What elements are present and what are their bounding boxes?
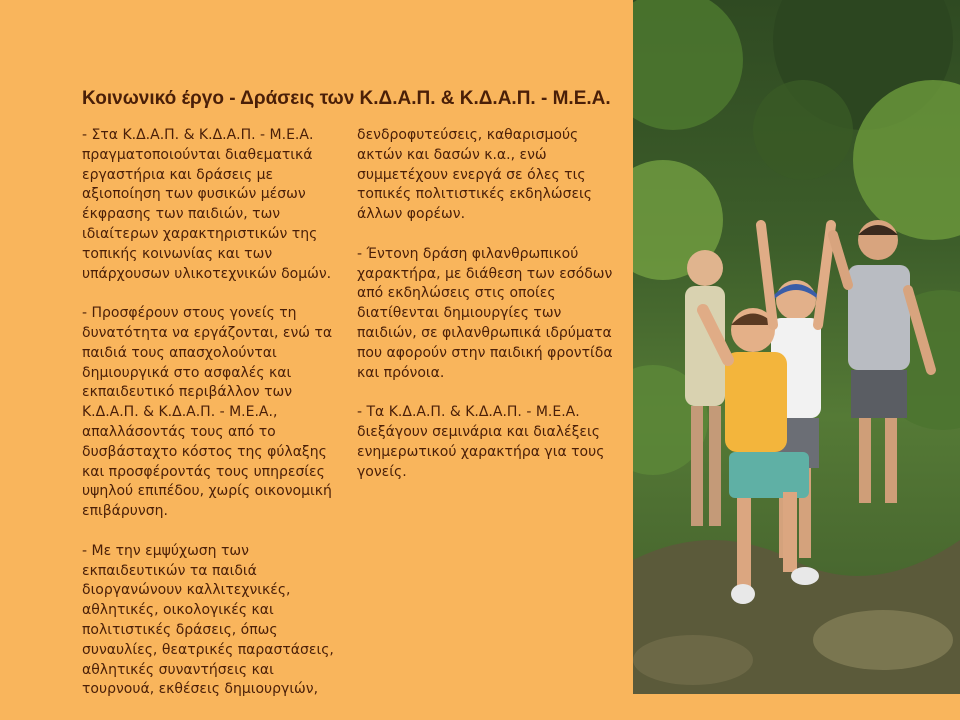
paragraph-charity: - Έντονη δράση φιλανθρωπικού χαρακτήρα, με διάθεση των εσόδων από εκδηλώσεις στις οποίες διατίθενται δημιουργίες των παιδιών, σε φιλανθρωπικά ιδρύματα που αφορούν στην παιδική φροντίδα και πρόνοια. [357, 245, 613, 381]
right-column [357, 126, 619, 502]
left-column [82, 126, 347, 720]
children-photo [633, 0, 960, 694]
paragraph-seminars: - Τα Κ.Δ.Α.Π. & Κ.Δ.Α.Π. - Μ.Ε.Α. διεξάγουν σεμινάρια και διαλέξεις ενημερωτικού χαρακτήρα για τους γονείς. [357, 404, 605, 480]
paragraph-workshops: - Στα Κ.Δ.Α.Π. & Κ.Δ.Α.Π. - Μ.Ε.Α. πραγματοποιούνται διαθεματικά εργαστήρια και δράσεις με αξιοποίηση των φυσικών μέσων έκφρασης των παιδιών, των ιδιαίτερων χαρακτηριστικών της τοπικής κοινωνίας και των υπάρχουσων υλικοτεχνικών δομών. [82, 127, 332, 282]
page-title: Κοινωνικό έργο - Δράσεις των Κ.Δ.Α.Π. & Κ.Δ.Α.Π. - Μ.Ε.Α. [82, 88, 611, 109]
paragraph-activities: - Με την εμψύχωση των εκπαιδευτικών τα παιδιά διοργανώνουν καλλιτεχνικές, αθλητικές, οικολογικές και πολιτιστικές δράσεις, όπως συναυλίες, θεατρικές παραστάσεις, αθλητικές συναντήσεις και τουρνουά, εκθέσεις δημιουργιών, [82, 542, 334, 698]
paragraph-parents: - Προσφέρουν στους γονείς τη δυνατότητα να εργάζονται, ενώ τα παιδιά τους απασχολούνται δημιουργικά στο ασφαλές και εκπαιδευτικό περιβάλλον των Κ.Δ.Α.Π. & Κ.Δ.Α.Π. - Μ.Ε.Α., απαλλάσοντάς τους από το δυσβάσταχτο κόστος της φύλαξης και προσφέροντάς τους υπηρεσίες υψηλού επιπέδου, χωρίς οικονομική επιβάρυνση. [82, 305, 333, 520]
paragraph-activities-cont: δενδροφυτεύσεις, καθαρισμούς ακτών και δασών κ.α., ενώ συμμετέχουν ενεργά σε όλες τις τοπικές πολιτιστικές εκδηλώσεις άλλων φορέων. [357, 127, 593, 223]
children-in-nature-illustration [633, 0, 960, 694]
